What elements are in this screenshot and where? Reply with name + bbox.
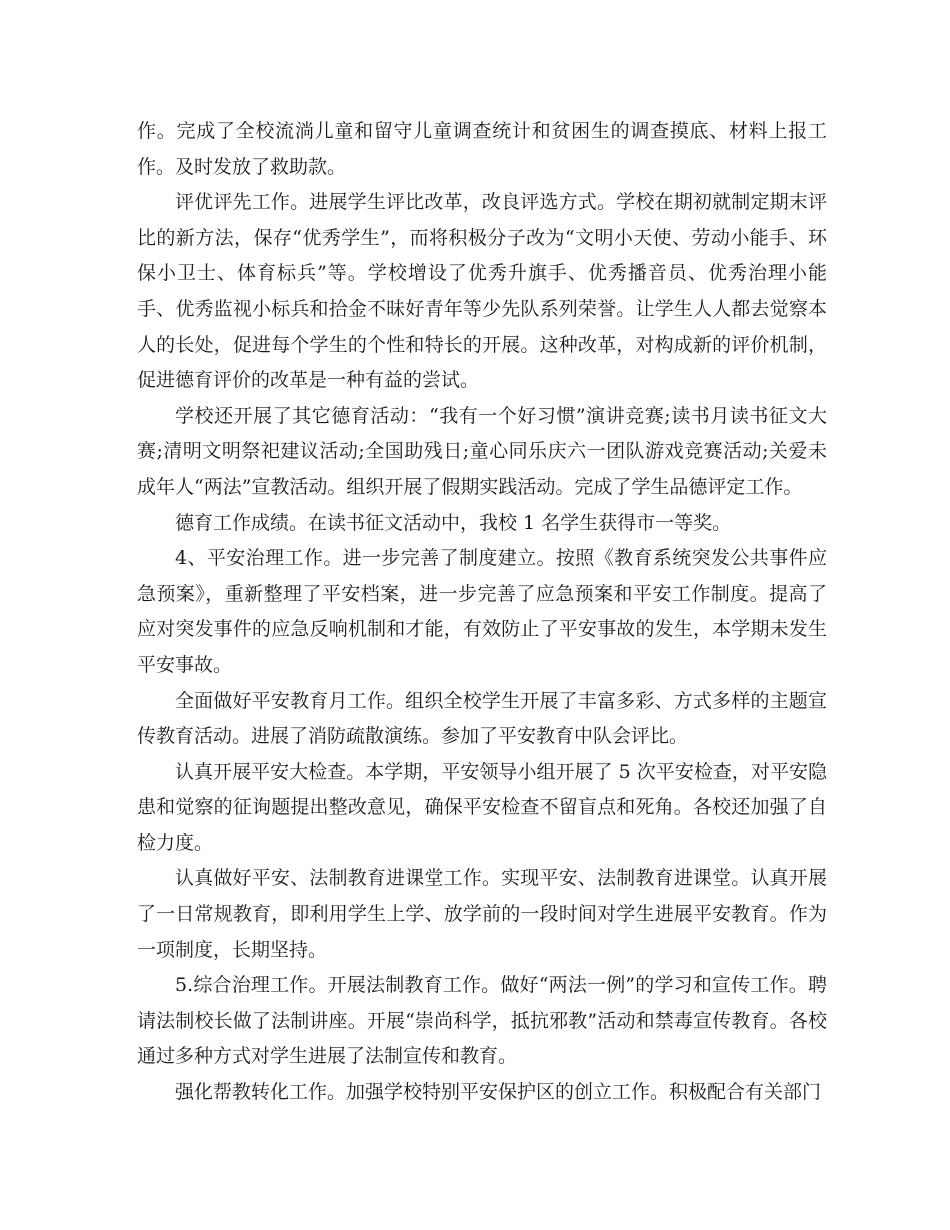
paragraph-2: 评优评先工作。进展学生评比改革，改良评选方式。学校在期初就制定期末评比的新方法，保存“优秀学生”，而将积极分子改为“文明小天使、劳动小能手、环保小卫士、体育标兵”等。学校增设了优秀升旗手、优秀播音员、优秀治理小能手、优秀监视小标兵和拾金不昧好青年等少先队系列荣誉。让学生人人都去觉察本人的长处，促进每个学生的个性和特长的开展。这种改革，对构成新的评价机制，促进德育评价的改革是一种有益的尝试。 — [137, 191, 827, 392]
paragraph-10: 强化帮教转化工作。加强学校特别平安保护区的创立工作。积极配合有关部门 — [175, 1081, 822, 1104]
paragraph-4: 德育工作成绩。在读书征文活动中，我校 1 名学生获得市一等奖。 — [175, 511, 732, 534]
paragraph-3: 学校还开展了其它德育活动：“我有一个好习惯”演讲竞赛;读书月读书征文大赛;清明文明祭祀建议活动;全国助残日;童心同乐庆六一团队游戏竞赛活动;关爱未成年人“两法”宣教活动。组织开展了假期实践活动。完成了学生品德评定工作。 — [137, 404, 827, 498]
paragraph-8: 认真做好平安、法制教育进课堂工作。实现平安、法制教育进课堂。认真开展了一日常规教育，即利用学生上学、放学前的一段时间对学生进展平安教育。作为一项制度，长期坚持。 — [137, 867, 827, 961]
document-body — [137, 114, 827, 1111]
paragraph-6: 全面做好平安教育月工作。组织全校学生开展了丰富多彩、方式多样的主题宣传教育活动。进展了消防疏散演练。参加了平安教育中队会评比。 — [137, 689, 827, 748]
paragraph-1: 作。完成了全校流淌儿童和留守儿童调查统计和贫困生的调查摸底、材料上报工作。及时发放了救助款。 — [137, 120, 827, 178]
paragraph-9: 5.综合治理工作。开展法制教育工作。做好“两法一例”的学习和宣传工作。聘请法制校长做了法制讲座。开展“崇尚科学，抵抗邪教”活动和禁毒宣传教育。各校通过多种方式对学生进展了法制宣传和教育。 — [137, 974, 827, 1068]
paragraph-7: 认真开展平安大检查。本学期，平安领导小组开展了 5 次平安检查，对平安隐患和觉察的征询题提出整改意见，确保平安检查不留盲点和死角。各校还加强了自检力度。 — [137, 760, 827, 854]
paragraph-5: 4、平安治理工作。进一步完善了制度建立。按照《教育系统突发公共事件应急预案》，重新整理了平安档案，进一步完善了应急预案和平安工作制度。提高了应对突发事件的应急反响机制和才能，有效防止了平安事故的发生，本学期未发生平安事故。 — [137, 547, 827, 676]
